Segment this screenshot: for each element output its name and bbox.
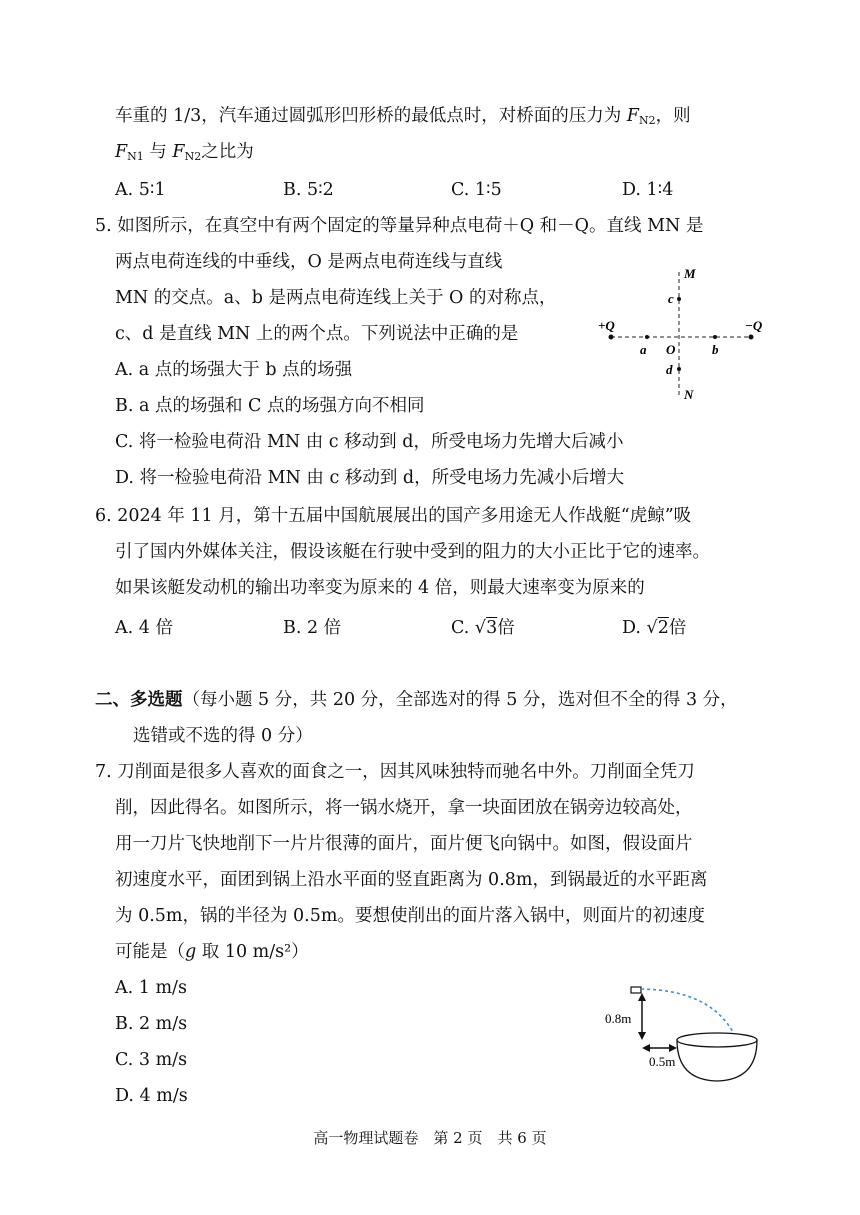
q7-line-6: 可能是（g 取 10 m/s²） [115, 942, 309, 962]
q5-charge-figure [595, 262, 775, 407]
section-2-desc: 选错或不选的得 0 分） [133, 726, 313, 746]
q7-option-c: C. 3 m/s [115, 1050, 188, 1070]
q7-line-3: 用一刀片飞快地削下一片片很薄的面片，面片便飞向锅中。如图，假设面片 [115, 834, 693, 854]
label-N: N [684, 387, 694, 402]
q7-line-5: 为 0.5m，锅的半径为 0.5m。要想使削出的面片落入锅中，则面片的初速度 [115, 906, 705, 926]
q5-line-2: 两点电荷连线的中垂线，O 是两点电荷连线与直线 [115, 252, 503, 272]
q7-line-2: 削，因此得名。如图所示，将一锅水烧开，拿一块面团放在锅旁边较高处， [115, 798, 693, 818]
q7-option-b: B. 2 m/s [115, 1014, 188, 1034]
q4-option-d: D. 1∶4 [622, 180, 674, 200]
q5-line-1: 5. 如图所示，在真空中有两个固定的等量异种点电荷＋Q 和－Q。直线 MN 是 [95, 216, 704, 236]
label-a: a [640, 342, 647, 357]
q6-line-2: 引了国内外媒体关注，假设该艇在行驶中受到的阻力的大小正比于它的速率。 [115, 542, 710, 562]
label-M: M [684, 266, 696, 281]
section-2-title: 二、多选题 [95, 690, 183, 710]
label-O: O [666, 342, 676, 357]
q7-line-1: 7. 刀削面是很多人喜欢的面食之一，因其风味独特而驰名中外。刀削面全凭刀 [95, 762, 695, 782]
q7-option-d: D. 4 m/s [115, 1086, 188, 1106]
q4-line-1: 车重的 1/3，汽车通过圆弧形凹形桥的最低点时，对桥面的压力为 $F_{N2}$，则 [115, 106, 691, 127]
q6-option-a: A. 4 倍 [115, 618, 173, 638]
q5-option-b: B. a 点的场强和 C 点的场强方向不相同 [115, 396, 425, 416]
q5-option-a: A. a 点的场强大于 b 点的场强 [115, 360, 353, 380]
label-b: b [712, 342, 719, 357]
q4-option-a: A. 5∶1 [115, 180, 166, 200]
q5-option-d: D. 将一检验电荷沿 MN 由 c 移动到 d，所受电场力先减小后增大 [115, 468, 625, 488]
page-footer: 高一物理试题卷 第 2 页 共 6 页 [313, 1129, 547, 1147]
q5-line-3: MN 的交点。a、b 是两点电荷连线上关于 O 的对称点， [115, 288, 557, 308]
label-c: c [668, 291, 674, 306]
q6-line-3: 如果该艇发动机的输出功率变为原来的 4 倍，则最大速率变为原来的 [115, 578, 645, 598]
label-minus-q: −Q [745, 318, 763, 333]
q7-option-a: A. 1 m/s [115, 978, 187, 998]
q5-line-4: c、d 是直线 MN 上的两个点。下列说法中正确的是 [115, 324, 519, 344]
q5-option-c: C. 将一检验电荷沿 MN 由 c 移动到 d，所受电场力先增大后减小 [115, 432, 624, 452]
q4-option-b: B. 5∶2 [283, 180, 334, 200]
q4-option-c: C. 1∶5 [451, 180, 502, 200]
q6-option-c: C. √3倍 [451, 618, 515, 638]
q6-line-1: 6. 2024 年 11 月，第十五届中国航展展出的国产多用途无人作战艇“虎鲸”吸 [95, 506, 692, 526]
q4-line-2: $F_{N1}$ 与 $F_{N2}$之比为 [115, 142, 254, 163]
q6-option-b: B. 2 倍 [283, 618, 342, 638]
q7-line-4: 初速度水平，面团到锅上沿水平面的竖直距离为 0.8m，到锅最近的水平距离 [115, 870, 708, 890]
label-plus-q: +Q [598, 318, 615, 333]
q7-pot-figure [600, 982, 770, 1092]
label-d: d [666, 362, 673, 377]
section-2-heading: 二、多选题（每小题 5 分，共 20 分，全部选对的得 5 分，选对但不全的得 3 分， [95, 690, 738, 710]
label-height: 0.8m [605, 1011, 632, 1026]
q6-option-d: D. √2倍 [622, 618, 687, 638]
label-distance: 0.5m [649, 1054, 676, 1069]
